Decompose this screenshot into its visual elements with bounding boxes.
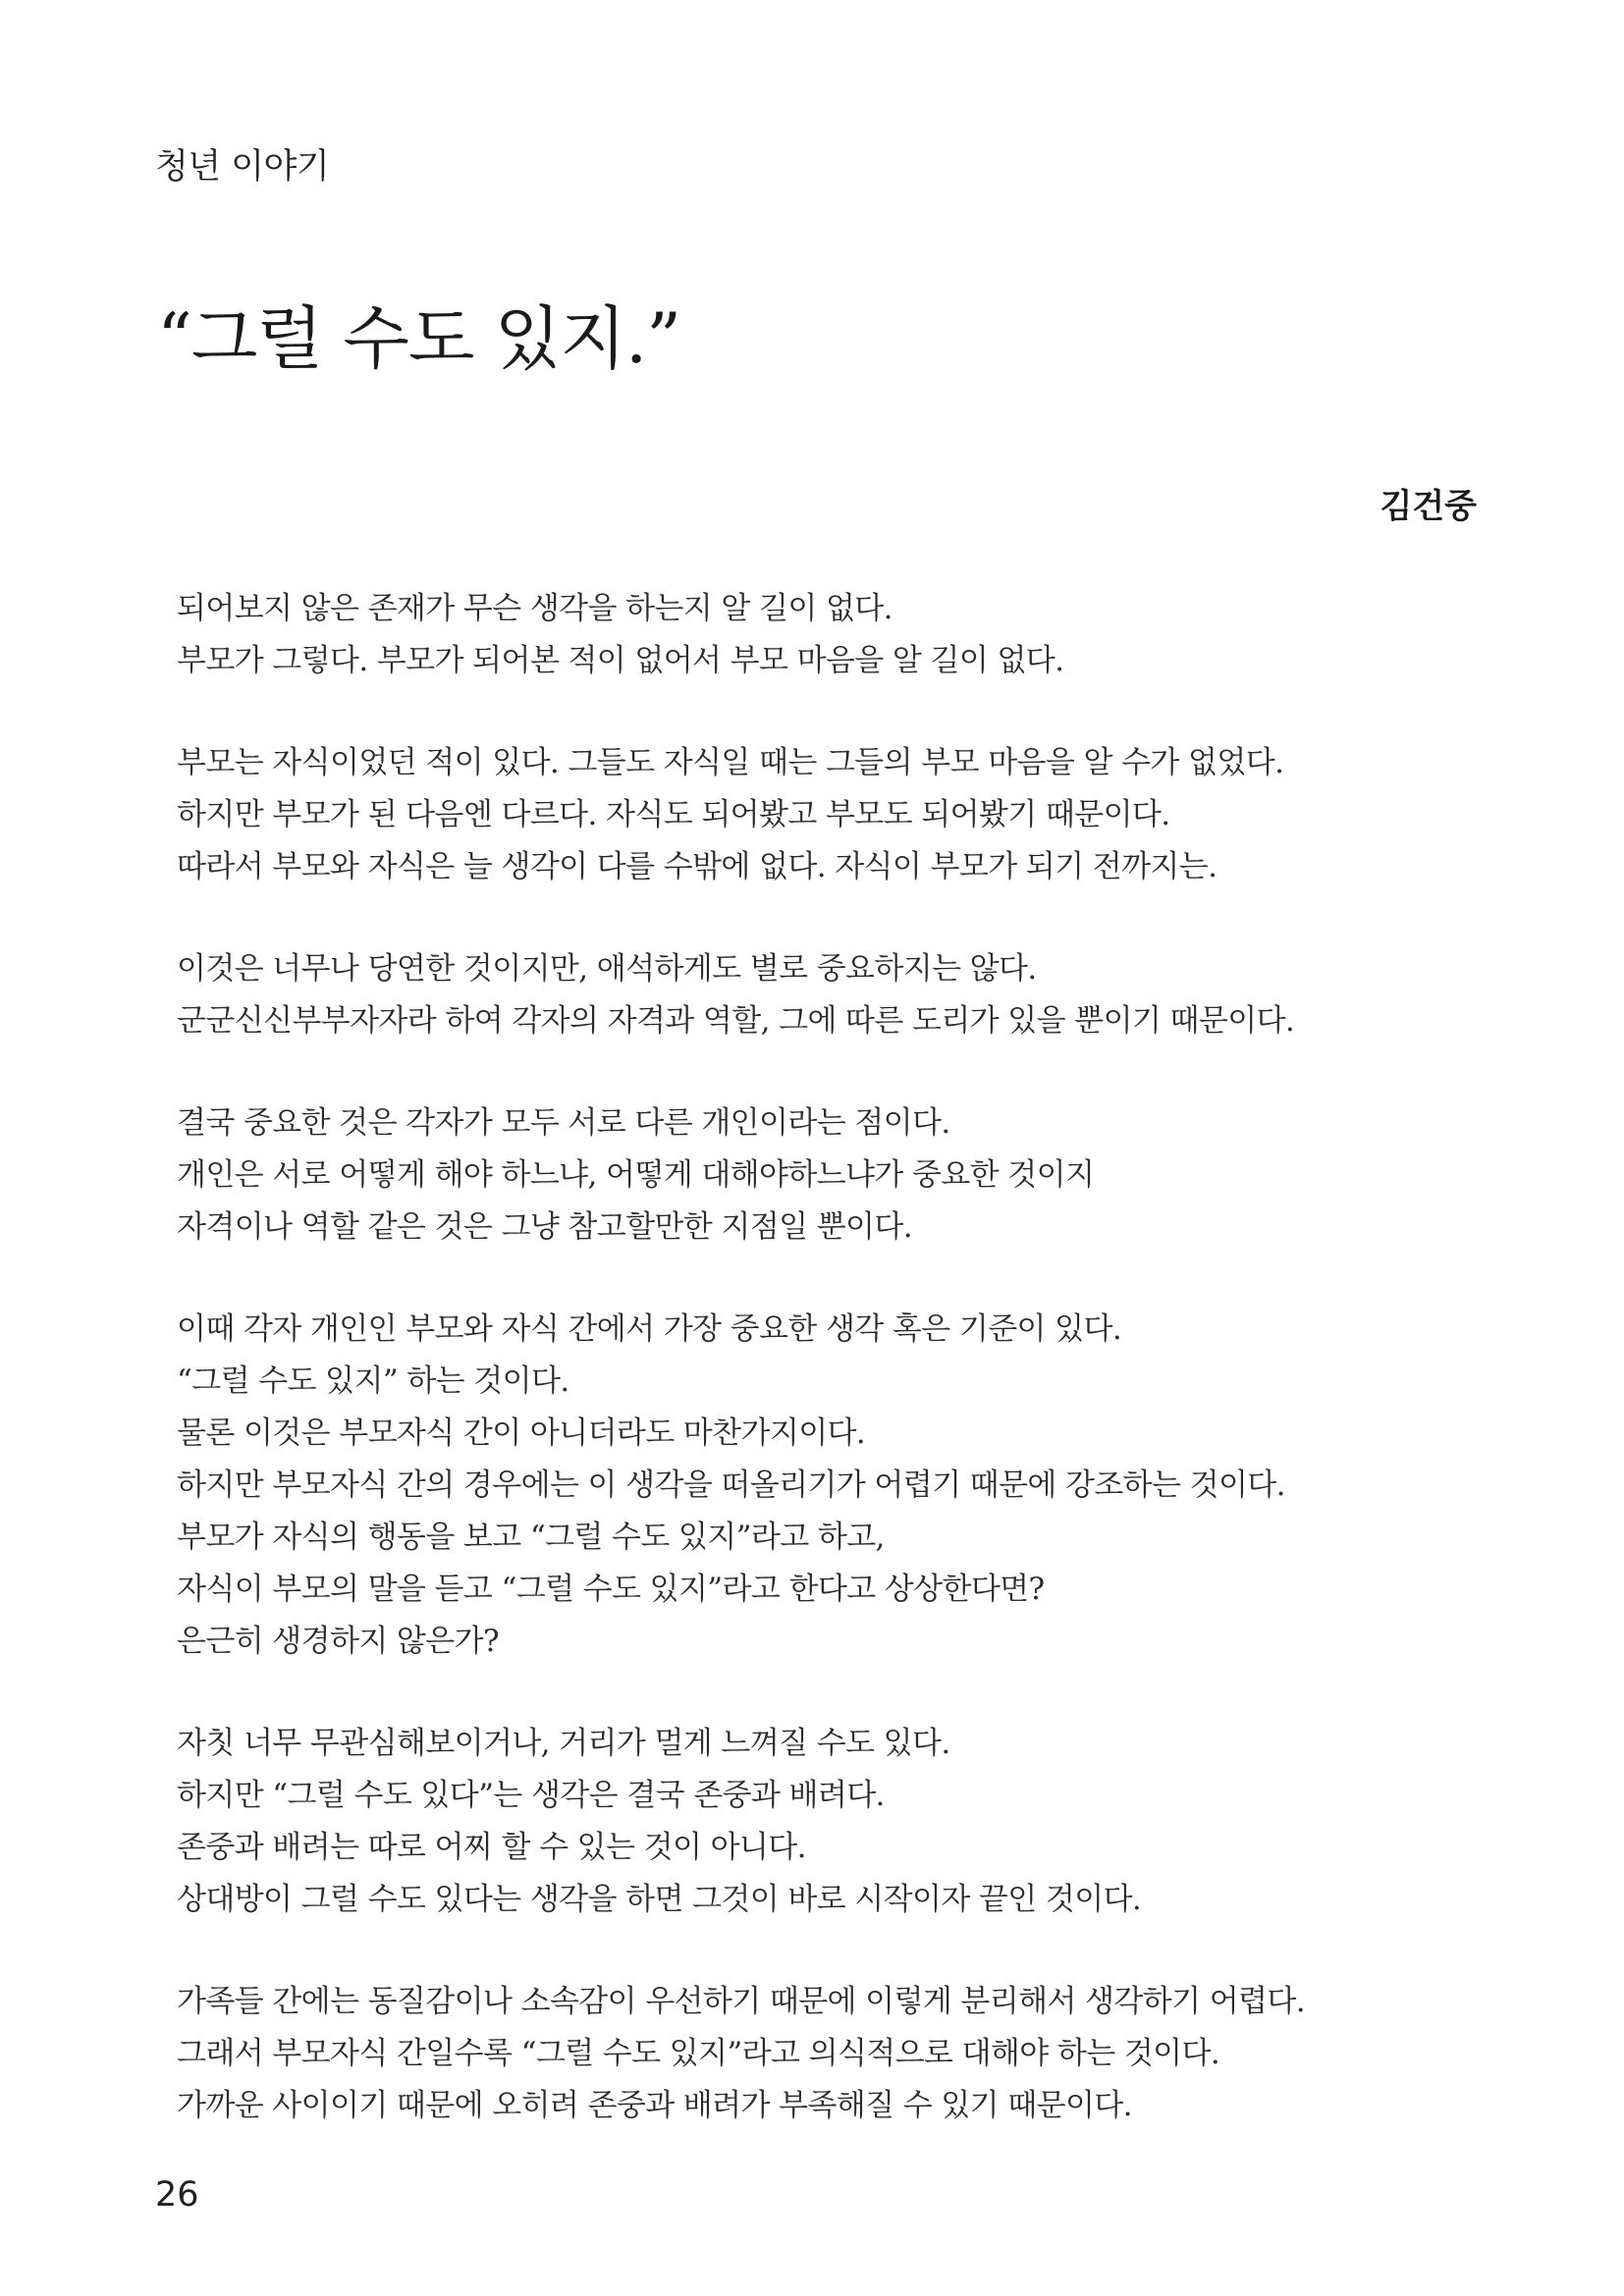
body-line: 자식이 부모의 말을 듣고 “그럴 수도 있지”라고 한다고 상상한다면? — [177, 1572, 1045, 1607]
paragraph — [177, 1304, 1483, 1668]
body-line: 이때 각자 개인인 부모와 자식 간에서 가장 중요한 생각 혹은 기준이 있다. — [177, 1311, 1122, 1347]
section-label: 청년 이야기 — [155, 147, 330, 187]
body-line: 은근히 생경하지 않은가? — [177, 1624, 499, 1659]
author-name: 김건중 — [1380, 487, 1477, 526]
paragraph — [177, 583, 1483, 687]
body-line: 물론 이것은 부모자식 간이 아니더라도 마찬가지이다. — [177, 1415, 866, 1451]
body-line: 존중과 배려는 따로 어찌 할 수 있는 것이 아니다. — [177, 1830, 806, 1865]
paragraph — [177, 737, 1483, 893]
paragraph — [177, 1976, 1483, 2132]
body-line: 가족들 간에는 동질감이나 소속감이 우선하기 때문에 이렇게 분리해서 생각하기 어렵다. — [177, 1984, 1305, 2019]
body-line: 부모가 자식의 행동을 보고 “그럴 수도 있지”라고 하고, — [177, 1520, 885, 1555]
body-line: 하지만 부모자식 간의 경우에는 이 생각을 떠올리기가 어렵기 때문에 강조하는 것이다. — [177, 1468, 1285, 1503]
paragraph — [177, 1718, 1483, 1926]
body-line: 자칫 너무 무관심해보이거나, 거리가 멀게 느껴질 수도 있다. — [177, 1726, 950, 1761]
body-line: 결국 중요한 것은 각자가 모두 서로 다른 개인이라는 점이다. — [177, 1105, 950, 1141]
body-line: 이것은 너무나 당연한 것이지만, 애석하게도 별로 중요하지는 않다. — [177, 951, 1037, 987]
article-title: “그럴 수도 있지.” — [157, 298, 681, 379]
body-line: 따라서 부모와 자식은 늘 생각이 다를 수밖에 없다. 자식이 부모가 되기 전까지는. — [177, 849, 1218, 884]
body-line: “그럴 수도 있지” 하는 것이다. — [177, 1363, 569, 1399]
body-line: 부모는 자식이었던 적이 있다. 그들도 자식일 때는 그들의 부모 마음을 알 수가 없었다. — [177, 745, 1284, 780]
body-line: 부모가 그렇다. 부모가 되어본 적이 없어서 부모 마음을 알 길이 없다. — [177, 643, 1064, 678]
body-line: 되어보지 않은 존재가 무슨 생각을 하는지 알 길이 없다. — [177, 591, 893, 626]
body-line: 가까운 사이이기 때문에 오히려 존중과 배려가 부족해질 수 있기 때문이다. — [177, 2088, 1132, 2123]
paragraph — [177, 943, 1483, 1047]
article-body — [177, 583, 1483, 2182]
body-line: 상대방이 그럴 수도 있다는 생각을 하면 그것이 바로 시작이자 끝인 것이다. — [177, 1882, 1142, 1917]
paragraph — [177, 1097, 1483, 1254]
body-line: 군군신신부부자자라 하여 각자의 자격과 역할, 그에 따른 도리가 있을 뿐이기 때문이다. — [177, 1003, 1295, 1039]
body-line: 개인은 서로 어떻게 해야 하느냐, 어떻게 대해야하느냐가 중요한 것이지 — [177, 1157, 1095, 1193]
body-line: 자격이나 역할 같은 것은 그냥 참고할만한 지점일 뿐이다. — [177, 1209, 912, 1245]
body-line: 하지만 부모가 된 다음엔 다르다. 자식도 되어봤고 부모도 되어봤기 때문이다. — [177, 797, 1170, 832]
body-line: 하지만 “그럴 수도 있다”는 생각은 결국 존중과 배려다. — [177, 1778, 885, 1813]
page-number: 26 — [155, 2175, 199, 2215]
body-line: 그래서 부모자식 간일수록 “그럴 수도 있지”라고 의식적으로 대해야 하는 것이다. — [177, 2036, 1220, 2071]
